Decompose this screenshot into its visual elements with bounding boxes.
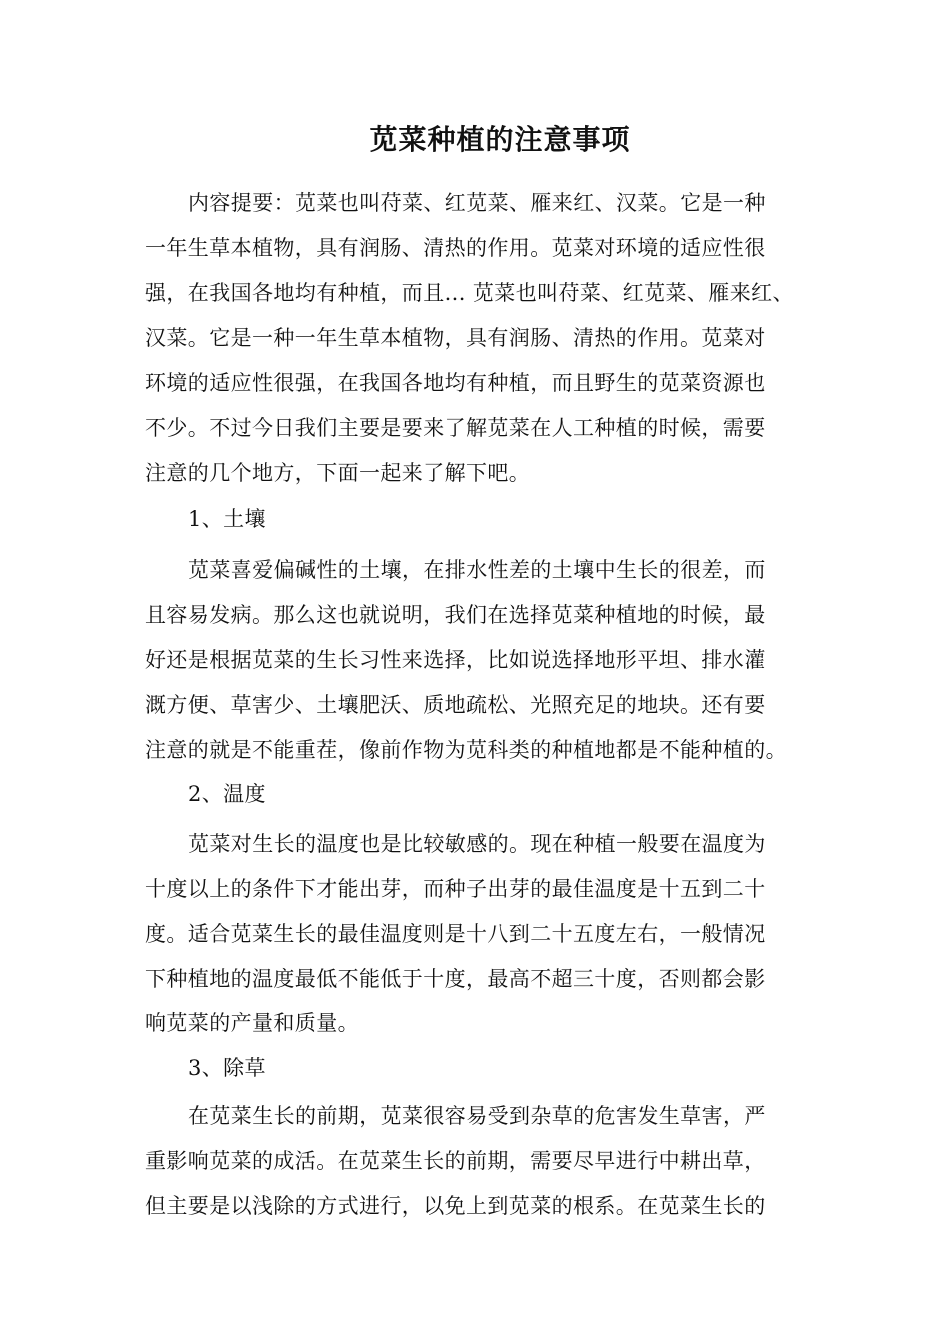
- paragraph-line: 一年生草本植物，具有润肠、清热的作用。苋菜对环境的适应性很: [145, 236, 766, 260]
- section-heading-weeding: 3、除草: [188, 1056, 266, 1080]
- paragraph-line: 度。适合苋菜生长的最佳温度则是十八到二十五度左右，一般情况: [145, 922, 766, 946]
- paragraph-line: 内容提要：苋菜也叫苻菜、红苋菜、雁来红、汉菜。它是一种: [188, 191, 766, 215]
- paragraph-line: 环境的适应性很强，在我国各地均有种植，而且野生的苋菜资源也: [145, 371, 766, 395]
- paragraph-line: 响苋菜的产量和质量。: [145, 1011, 359, 1035]
- paragraph-line: 重影响苋菜的成活。在苋菜生长的前期，需要尽早进行中耕出草，: [145, 1149, 766, 1173]
- paragraph-line: 汉菜。它是一种一年生草本植物，具有润肠、清热的作用。苋菜对: [145, 326, 766, 350]
- paragraph-line: 下种植地的温度最低不能低于十度，最高不超三十度，否则都会影: [145, 967, 766, 991]
- paragraph-line: 溉方便、草害少、土壤肥沃、质地疏松、光照充足的地块。还有要: [145, 693, 766, 717]
- paragraph-line: 不少。不过今日我们主要是要来了解苋菜在人工种植的时候，需要: [145, 416, 766, 440]
- paragraph-line: 但主要是以浅除的方式进行，以免上到苋菜的根系。在苋菜生长的: [145, 1194, 766, 1218]
- paragraph-line: 好还是根据苋菜的生长习性来选择，比如说选择地形平坦、排水灌: [145, 648, 766, 672]
- section-heading-temperature: 2、温度: [188, 782, 266, 806]
- section-heading-soil: 1、土壤: [188, 507, 266, 531]
- paragraph-line: 且容易发病。那么这也就说明，我们在选择苋菜种植地的时候，最: [145, 603, 766, 627]
- paragraph-line: 十度以上的条件下才能出芽，而种子出芽的最佳温度是十五到二十: [145, 877, 766, 901]
- document-title: 苋菜种植的注意事项: [369, 123, 631, 156]
- paragraph-line: 注意的几个地方，下面一起来了解下吧。: [145, 461, 531, 485]
- paragraph-line: 苋菜喜爱偏碱性的土壤，在排水性差的土壤中生长的很差，而: [188, 558, 766, 582]
- paragraph-line: 在苋菜生长的前期，苋菜很容易受到杂草的危害发生草害，严: [188, 1104, 766, 1128]
- paragraph-line: 苋菜对生长的温度也是比较敏感的。现在种植一般要在温度为: [188, 832, 766, 856]
- paragraph-line: 注意的就是不能重茬，像前作物为苋科类的种植地都是不能种植的。: [145, 738, 787, 762]
- paragraph-line: 强，在我国各地均有种植，而且... 苋菜也叫苻菜、红苋菜、雁来红、: [145, 281, 794, 305]
